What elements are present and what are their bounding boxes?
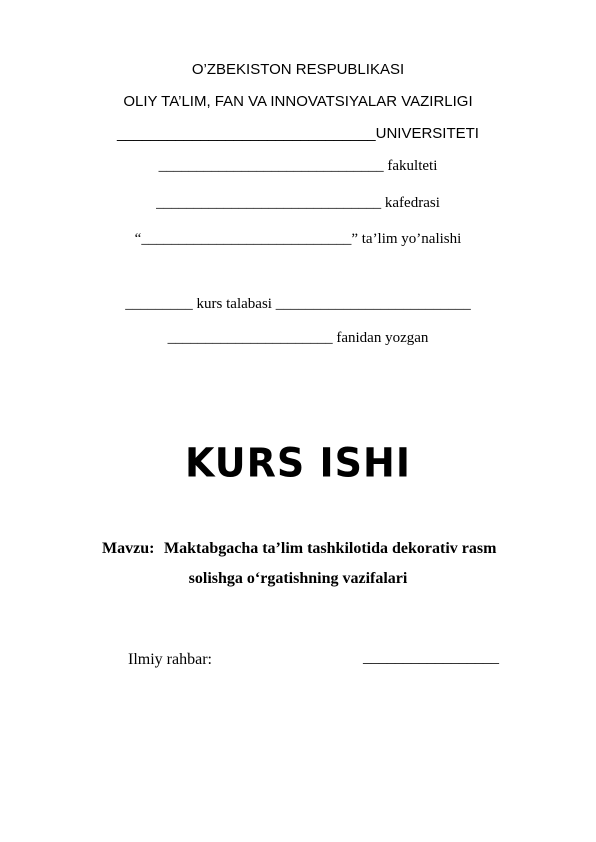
university-line: _______________________________UNIVERSITETI [117, 125, 479, 142]
ministry-heading: OLIY TA’LIM, FAN VA INNOVATSIYALAR VAZIRLIGI [123, 93, 473, 110]
supervisor-label: Ilmiy rahbar: [128, 651, 212, 668]
topic-line-1: Maktabgacha ta’lim tashkilotida dekorativ rasm [164, 540, 497, 557]
course-student-line: _________ kurs talabasi __________________________ [125, 296, 471, 312]
subject-line: ______________________ fanidan yozgan [167, 330, 429, 346]
topic-label: Mavzu: [102, 540, 155, 557]
direction-line: “____________________________” ta’lim yo’nalishi [134, 231, 462, 247]
republic-heading: O’ZBEKISTON RESPUBLIKASI [191, 61, 405, 78]
supervisor-blank: _________________ [363, 649, 499, 666]
department-line: ______________________________ kafedrasi [156, 195, 440, 211]
faculty-line: ______________________________ fakulteti [158, 158, 438, 174]
document-title: KURS ISHI [185, 439, 411, 487]
topic-line-2: solishga o‘rgatishning vazifalari [188, 570, 408, 587]
